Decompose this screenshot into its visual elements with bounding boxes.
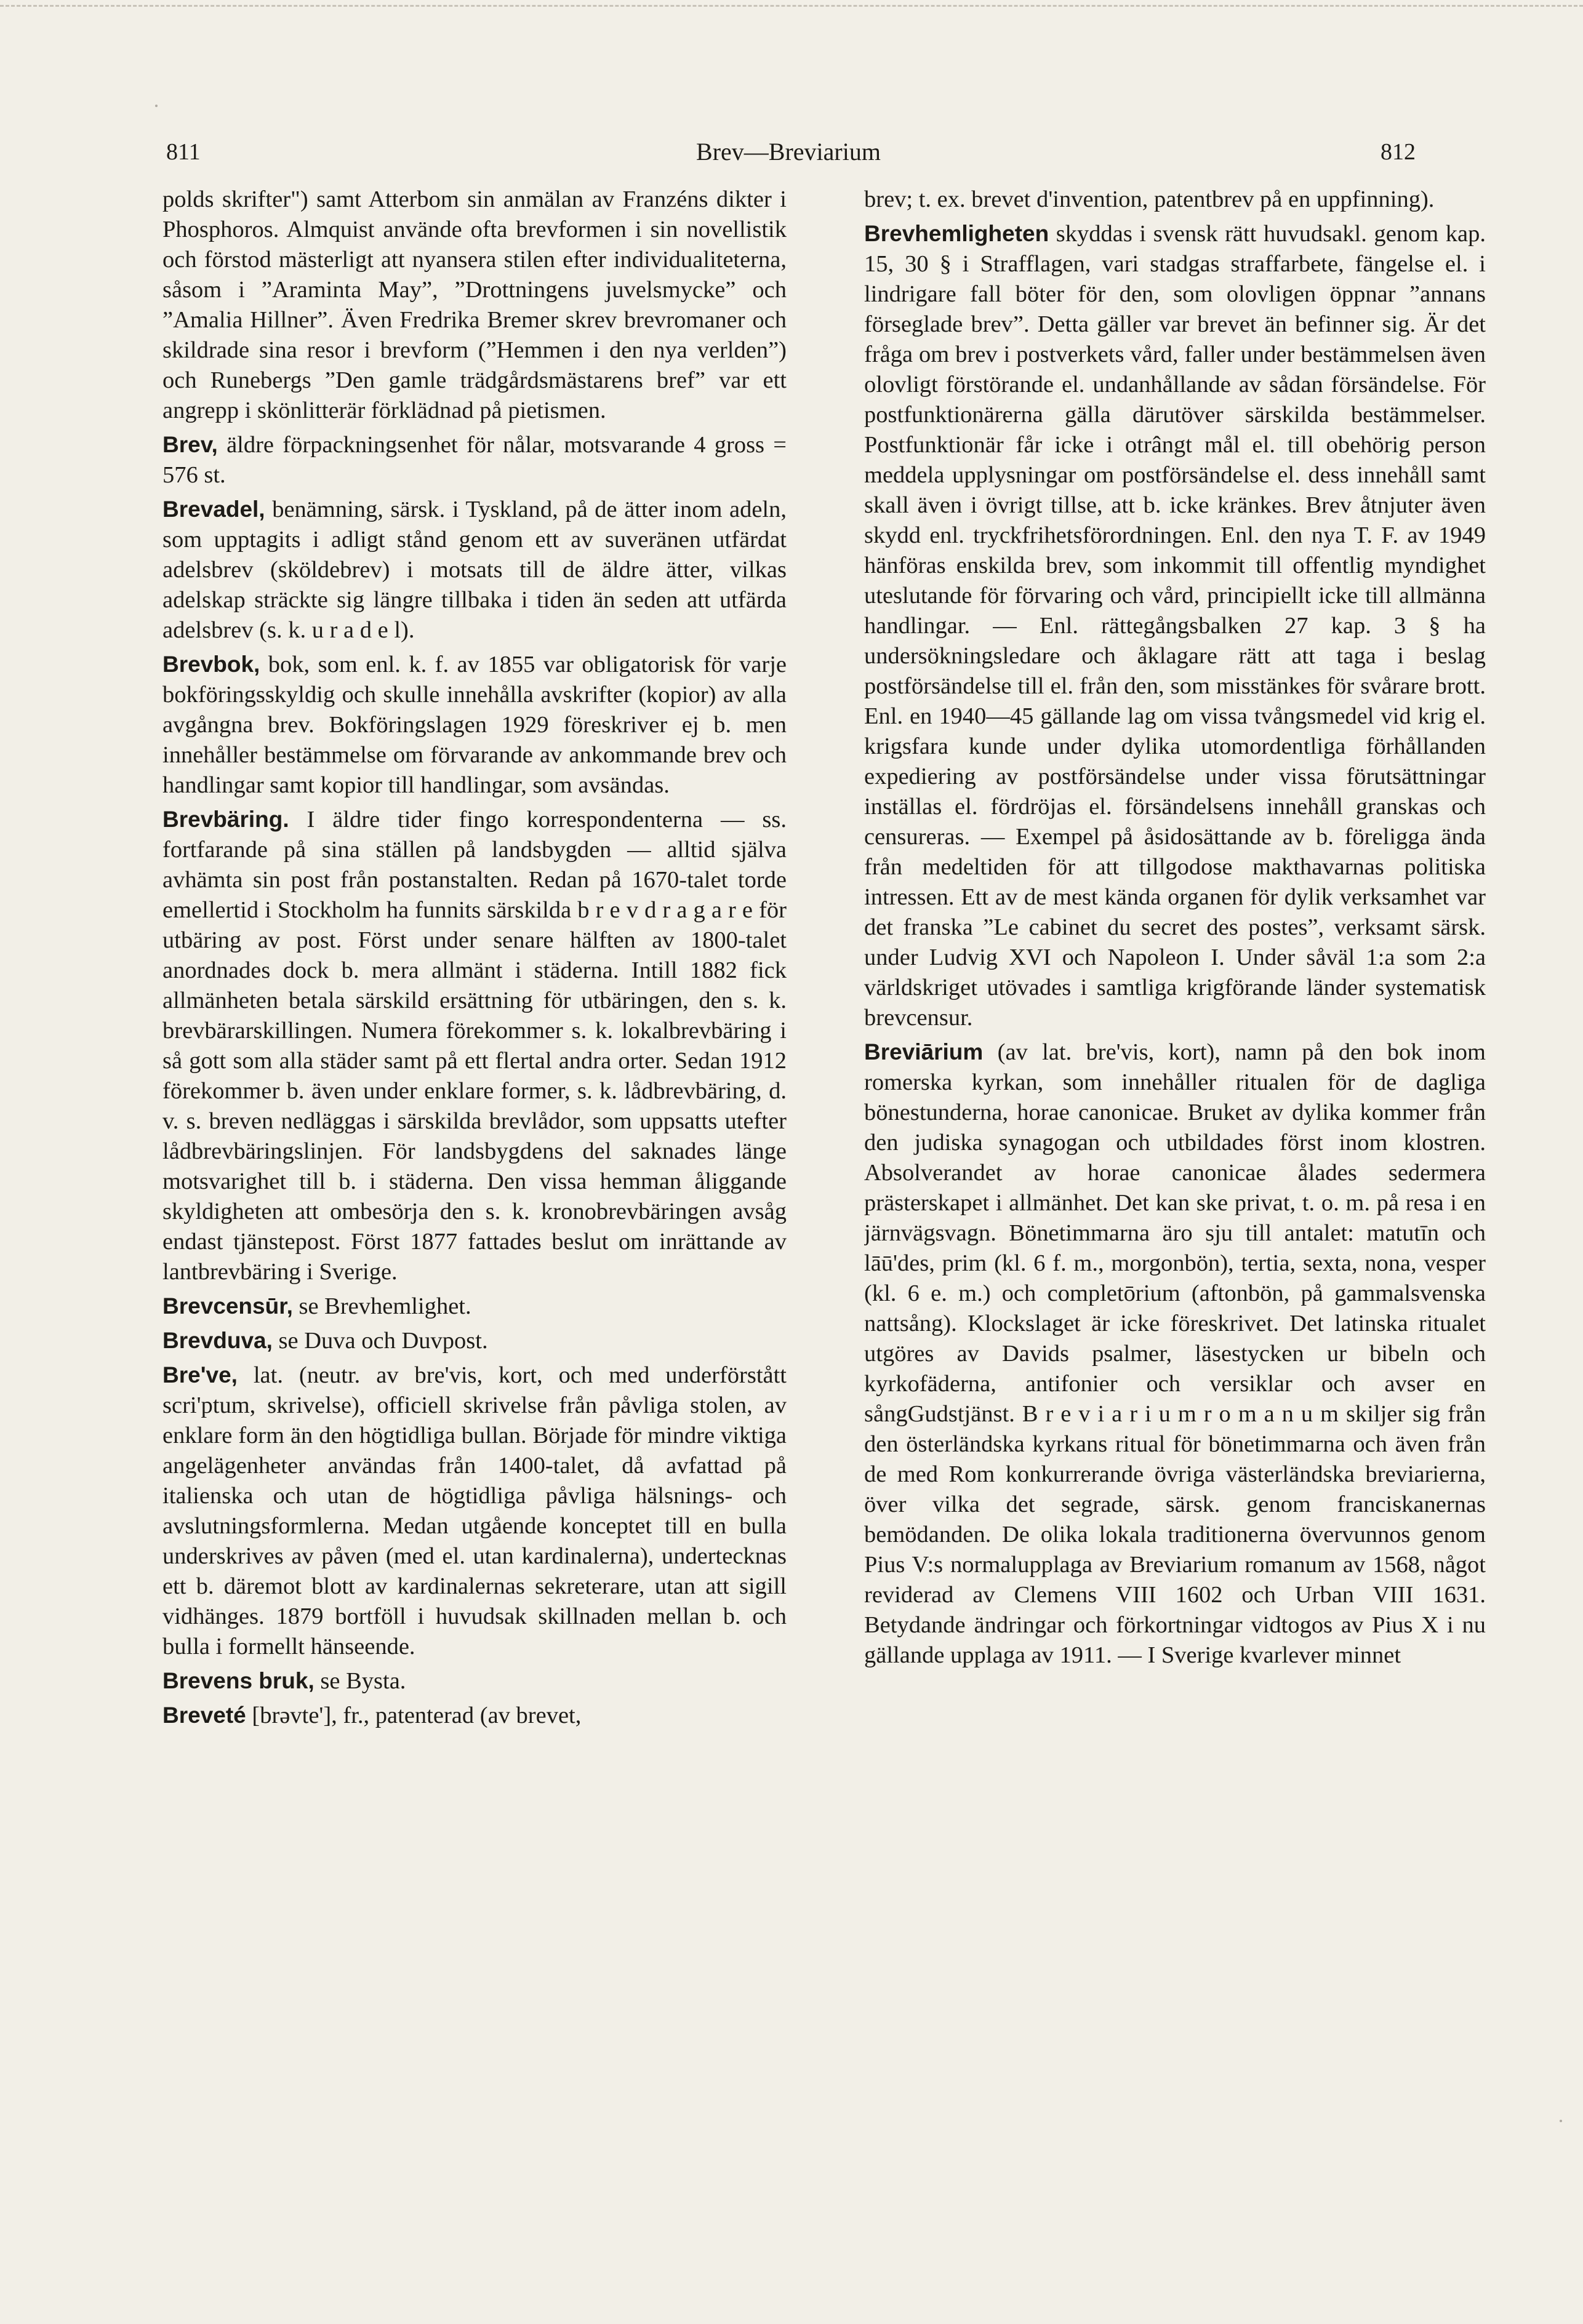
dictionary-entry <box>162 1666 787 1696</box>
dictionary-entry <box>162 494 787 645</box>
scan-speck <box>1560 2120 1562 2122</box>
entry-headword: Brev, <box>162 432 218 457</box>
entry-text: se Bysta. <box>320 1668 406 1694</box>
entry-headword: Brevadel, <box>162 497 265 522</box>
entry-headword: Brevens bruk, <box>162 1668 315 1693</box>
page-header <box>161 137 1416 180</box>
entry-headword: Breveté <box>162 1703 246 1728</box>
entry-headword: Brevbäring. <box>162 807 289 832</box>
entry-text: polds skrifter") samt Atterbom sin anmälan av Franzéns dikter i Phosphoros. Almquist använde ofta brevformen i sin novellistik och förstod mästerligt att nyansera stilen efter individualiteterna, såsom i ”Araminta May”, ”Drottningens juvelsmycke” och ”Amalia Hillner”. Även Fredrika Bremer skrev brevromaner och skildrade sina resor i brevform (”Hemmen i den nya verlden”) och Runebergs ”Den gamle trädgårdsmästarens bref” var ett angrepp i skönlitterär förklädnad på pietismen. <box>162 186 787 423</box>
left-column <box>162 185 787 2141</box>
entry-text: benämning, särsk. i Tyskland, på de ätter inom adeln, som upptagits i adligt stånd genom ett av suveränen utfärdat adelsbrev (sköldebrev) i motsats till de äldre ätter, vilkas adelskap sträckte sig längre tillbaka i tiden än seden att utfärda adelsbrev (s. k. u r a d e l). <box>162 497 787 643</box>
entry-headword: Bre've, <box>162 1362 238 1388</box>
dictionary-entry <box>162 649 787 801</box>
entry-text: se Duva och Duvpost. <box>278 1328 488 1354</box>
entry-text: se Brevhemlighet. <box>299 1293 471 1319</box>
right-page-number: 812 <box>1381 139 1416 165</box>
dictionary-entry <box>864 1037 1486 1671</box>
entry-headword: Brevhemligheten <box>864 221 1049 246</box>
entry-text: [brəvte'], fr., patenterad (av brevet, <box>252 1703 582 1728</box>
scan-edge <box>0 5 1583 7</box>
dictionary-entry <box>864 218 1486 1033</box>
entry-continuation <box>864 185 1486 215</box>
dictionary-entry <box>162 804 787 1287</box>
dictionary-entry <box>162 1325 787 1356</box>
right-column <box>864 185 1486 2141</box>
entry-headword: Brevduva, <box>162 1328 273 1353</box>
scan-speck <box>155 105 158 107</box>
entry-headword: Brevcensūr, <box>162 1293 293 1319</box>
entry-text: äldre förpackningsenhet för nålar, motsvarande 4 gross = 576 st. <box>162 432 787 488</box>
entry-headword: Brevbok, <box>162 652 260 677</box>
entry-text: (av lat. bre'vis, kort), namn på den bok inom romerska kyrkan, som innehåller ritualen för de dagliga bönestunderna, horae canonicae. Bruket av dylika kommer från den judiska synagogan och utbildades först inom klostren. Absolverandet av horae canonicae ålades sedermera prästerskapet i allmänhet. Det kan ske privat, t. o. m. på resa i en järnvägsvagn. Bönetimmarna äro sju till antalet: matutīn och lāū'des, prim (kl. 6 f. m., morgonbön), tertia, sexta, nona, vesper (kl. 6 e. m.) och completōrium (aftonbön, på gammalsvenska nattsång). Klockslaget är icke föreskrivet. Det latinska ritualet utgöres av Davids psalmer, läsestycken ur bibeln och kyrkofäderna, antifonier och versiklar och avser en sångGudstjänst. B r e v i a r i u m r o m a n u m skiljer sig från den österländska kyrkans ritual för bönetimmarna och även från de med Rom konkurrerande övriga västerländska breviarierna, över vilka det segrade, särsk. genom franciskanernas bemödanden. De olika lokala traditionerna övervunnos genom Pius V:s normalupplaga av Breviarium romanum av 1568, något reviderad av Clemens VIII 1602 och Urban VIII 1631. Betydande ändringar och förkortningar vidtogos av Pius X i nu gällande upplaga av 1911. — I Sverige kvarlever minnet <box>864 1039 1486 1668</box>
entry-text: bok, som enl. k. f. av 1855 var obligatorisk för varje bokföringsskyldig och skulle innehålla avskrifter (kopior) av alla avgångna brev. Bokföringslagen 1929 föreskriver ej b. men innehåller bestämmelse om förvarande av ankommande brev och handlingar samt kopior till handlingar, som avsändas. <box>162 652 787 798</box>
entry-headword: Breviārium <box>864 1039 984 1064</box>
left-page-number: 811 <box>166 139 201 165</box>
dictionary-entry <box>162 1700 787 1731</box>
dictionary-entry <box>162 1291 787 1322</box>
running-title: Brev—Breviarium <box>696 138 881 166</box>
entry-text: lat. (neutr. av bre'vis, kort, och med underförstått scri'ptum, skrivelse), officiell skrivelse från påvliga stolen, av enklare form än den högtidliga bullan. Började för mindre viktiga angelägenheter användas från 1400-talet, då avfattad på italienska och utan de högtidliga påvliga hälsnings- och avslutningsformlerna. Medan utgående konceptet till en bulla underskrives av påven (med el. utan kardinalerna), undertecknas ett b. däremot blott av kardinalernas sekreterare, utan att sigill vidhänges. 1879 bortföll i huvudsak skillnaden mellan b. och bulla i formellt hänseende. <box>162 1362 787 1659</box>
dictionary-entry <box>162 429 787 490</box>
entry-text: skyddas i svensk rätt huvudsakl. genom kap. 15, 30 § i Strafflagen, vari stadgas straffarbete, fängelse el. i lindrigare fall böter för den, som olovligen öppnar ”annans förseglade brev”. Detta gäller var brevet än befinner sig. Är det fråga om brev i postverkets vård, faller under bestämmelsen även olovligt förstörande el. undanhållande av sådan försändelse. För postfunktionärerna gälla därutöver särskilda bestämmelser. Postfunktionär får icke i otrângt mål el. till obehörig person meddela upplysningar om postförsändelse el. dess innehåll samt skall även i övrigt tillse, att b. icke kränkes. Brev åtnjuter även skydd enl. tryckfrihetsförordningen. Enl. den nya T. F. av 1949 hänföras enskilda brev, som inkommit till offentlig myndighet uteslutande för förvaring och vård, principiellt icke till allmänna handlingar. — Enl. rättegångsbalken 27 kap. 3 § ha undersökningsledare och åklagare rätt att taga i beslag postförsändelse till el. från den, som misstänkes för svårare brott. Enl. en 1940—45 gällande lag om vissa tvångsmedel vid krig el. krigsfara kunde under dylika utomordentliga förhållanden expediering av postförsändelse under vissa förutsättningar inställas el. fördröjas el. försändelsens innehåll granskas och censureras. — Exempel på åsidosättande av b. föreligga ända från medeltiden för att tillgodose makthavarnas politiska intressen. Ett av de mest kända organen för dylik verksamhet var det franska ”Le cabinet du secret des postes”, verksamt särsk. under Ludvig XVI och Napoleon I. Under såväl 1:a som 2:a världskriget utövades i samtliga krigförande länder systematisk brevcensur. <box>864 221 1486 1031</box>
entry-text: I äldre tider fingo korrespondenterna — ss. fortfarande på sina ställen på landsbygden — alltid själva avhämta sin post från postanstalten. Redan på 1670-talet torde emellertid i Stockholm ha funnits särskilda b r e v d r a g a r e för utbäring av post. Först under senare hälften av 1800-talet anordnades dock b. mera allmänt i städerna. Intill 1882 fick allmänheten betala särskild ersättning för utbäringen, den s. k. brevbärarskillingen. Numera förekommer s. k. lokalbrevbäring i så gott som alla städer samt på ett flertal andra orter. Sedan 1912 förekommer b. även under enklare former, s. k. lådbrevbäring, d. v. s. breven nedläggas i särskilda brevlådor, som uppsatts utefter lådbrevbäringslinjen. För landsbygdens del saknades länge motsvarighet till b. i städerna. Den vissa hemman åliggande skyldigheten att ombesörja den s. k. kronobrevbäringen avsåg endast tjänstepost. Först 1877 fattades beslut om inrättande av lantbrevbäring i Sverige. <box>162 807 787 1285</box>
entry-continuation <box>162 185 787 426</box>
dictionary-entry <box>162 1360 787 1662</box>
entry-text: brev; t. ex. brevet d'invention, patentbrev på en uppfinning). <box>864 186 1435 212</box>
